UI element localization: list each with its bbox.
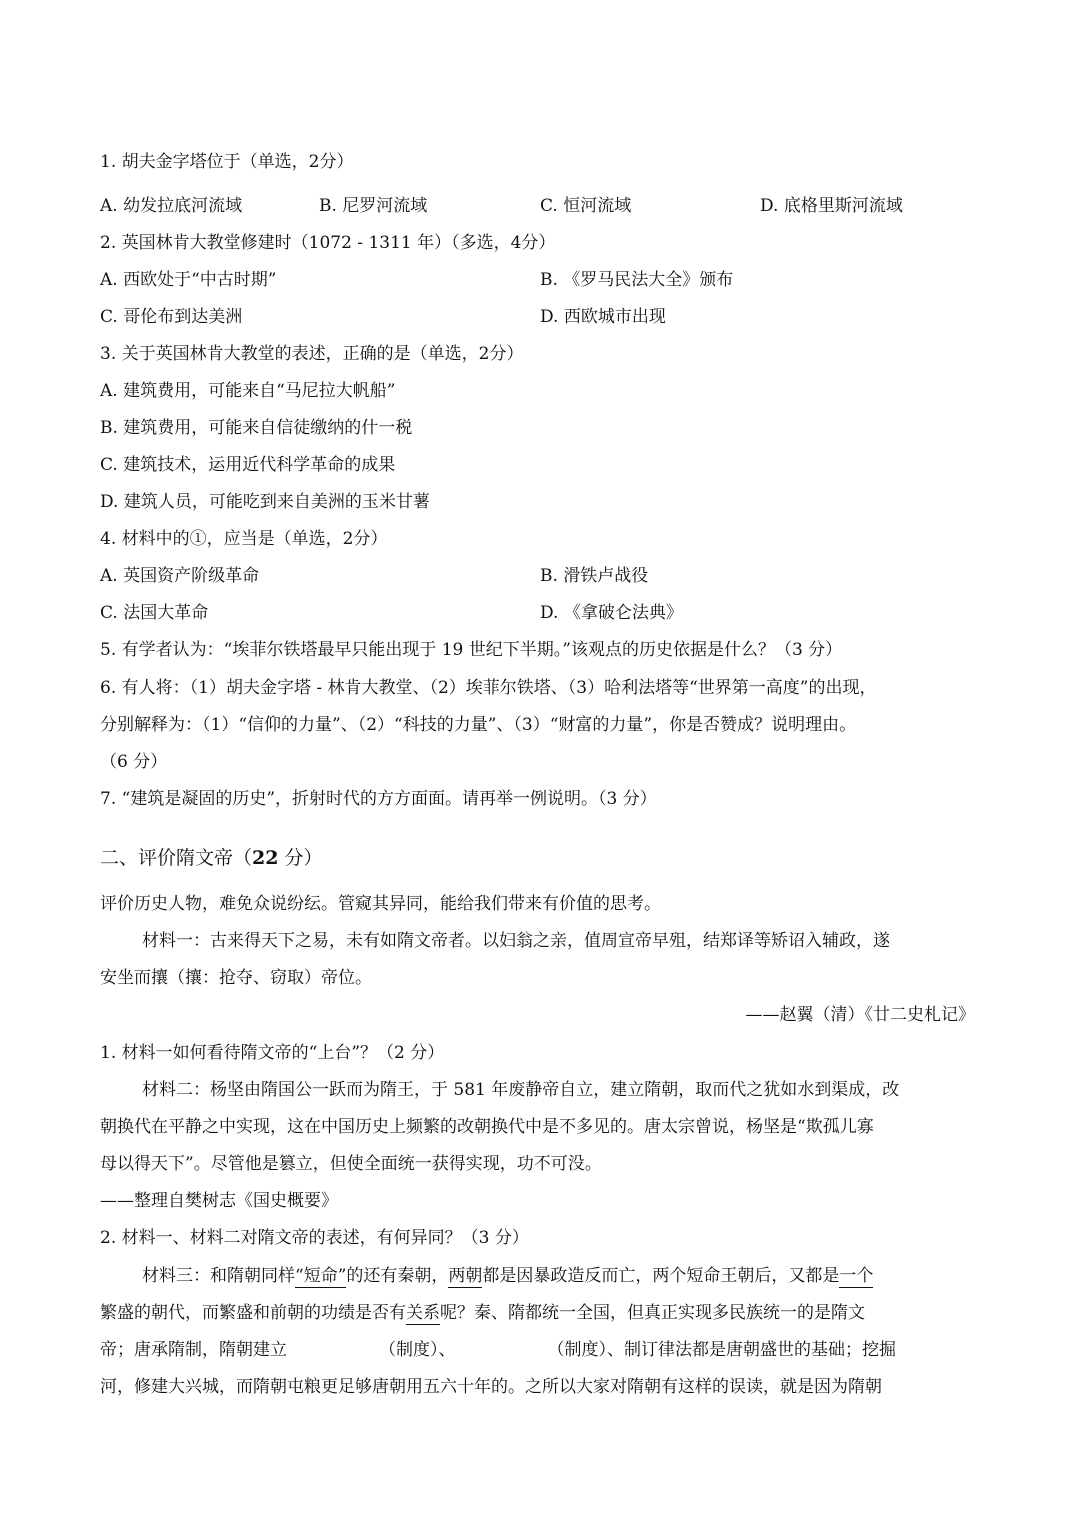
underlined-relation: 关系 <box>406 1303 440 1323</box>
material2-line-1: 材料二：杨坚由隋国公一跃而为隋王，于 581 年废静帝自立，建立隋朝，取而代之犹如水到渠成，改 <box>142 1080 900 1100</box>
material2-line-3: 母以得天下”。尽管他是篡立，但使全面统一获得实现，功不可没。 <box>100 1154 602 1174</box>
q4-option-a: A. 英国资产阶级革命 <box>100 566 260 586</box>
q3-option-b: B. 建筑费用，可能来自信徒缴纳的什一税 <box>100 418 413 438</box>
q1-options <box>100 194 985 218</box>
q2-option-d: D. 西欧城市出现 <box>540 307 666 327</box>
material1-line-2: 安坐而攘（攘：抢夺、窃取）帝位。 <box>100 968 372 988</box>
q4-options-row1 <box>100 564 985 588</box>
material2-source: ——整理自樊树志《国史概要》 <box>100 1191 338 1211</box>
q4-options-row2 <box>100 601 985 625</box>
material1-source: ——赵翼（清）《廿二史札记》 <box>745 1005 975 1025</box>
q4-stem: 4. 材料中的①，应当是（单选，2分） <box>100 529 388 549</box>
q7-stem: 7. “建筑是凝固的历史”，折射时代的方方面面。请再举一例说明。（3 分） <box>100 789 657 809</box>
q6-line-3: （6 分） <box>100 752 168 772</box>
q3-option-c: C. 建筑技术，运用近代科学革命的成果 <box>100 455 396 475</box>
section2-score: 22 <box>252 847 279 869</box>
q1-option-a: A. 幼发拉底河流域 <box>100 196 243 216</box>
q1-stem: 1. 胡夫金字塔位于（单选，2分） <box>100 152 354 172</box>
q2-options-row2 <box>100 305 985 329</box>
q2-option-b: B. 《罗马民法大全》颁布 <box>540 270 734 290</box>
q1-option-d: D. 底格里斯河流域 <box>760 196 903 216</box>
q4-option-c: C. 法国大革命 <box>100 603 209 623</box>
q5-stem: 5. 有学者认为：“埃菲尔铁塔最早只能出现于 19 世纪下半期。”该观点的历史依据是什么？（3 分） <box>100 640 843 660</box>
material3-line-1: 材料三：和隋朝同样“短命”的还有秦朝，两朝都是因暴政造反而亡，两个短命王朝后，又都是一个 <box>142 1266 874 1286</box>
q2-option-a: A. 西欧处于“中古时期” <box>100 270 277 290</box>
underlined-one: 一个 <box>839 1266 874 1286</box>
material3-line-3: 帝；唐承隋制，隋朝建立 （制度）、 （制度）、制订律法都是唐朝盛世的基础；挖掘 <box>100 1340 896 1360</box>
material2-line-2: 朝换代在平静之中实现，这在中国历史上频繁的改朝换代中是不多见的。唐太宗曾说，杨坚是“欺孤儿寡 <box>100 1117 874 1137</box>
q6-line-2: 分别解释为：（1）“信仰的力量”、（2）“科技的力量”、（3）“财富的力量”，你是否赞成？说明理由。 <box>100 715 857 735</box>
q3-option-a: A. 建筑费用，可能来自“马尼拉大帆船” <box>100 381 396 401</box>
q1-option-b: B. 尼罗河流域 <box>319 196 428 216</box>
q2-option-c: C. 哥伦布到达美洲 <box>100 307 243 327</box>
section2-heading: 二、评价隋文帝（22 分） <box>100 847 323 869</box>
underlined-two-dynasties: 两朝 <box>448 1266 483 1286</box>
q1-option-c: C. 恒河流域 <box>540 196 632 216</box>
material3-line-4: 河，修建大兴城，而隋朝屯粮更足够唐朝用五六十年的。之所以大家对隋朝有这样的误读，就是因为隋朝 <box>100 1377 882 1397</box>
q3-option-d: D. 建筑人员，可能吃到来自美洲的玉米甘薯 <box>100 492 430 512</box>
material3-line-2: 繁盛的朝代，而繁盛和前朝的功绩是否有关系呢？秦、隋都统一全国，但真正实现多民族统一的是隋文 <box>100 1303 865 1323</box>
section2-intro: 评价历史人物，难免众说纷纭。管窥其异同，能给我们带来有价值的思考。 <box>100 894 661 914</box>
q4-option-b: B. 滑铁卢战役 <box>540 566 649 586</box>
q6-line-1: 6. 有人将：（1）胡夫金字塔 - 林肯大教堂、（2）埃菲尔铁塔、（3）哈利法塔等“世界第一高度”的出现， <box>100 678 877 698</box>
s2-q2-stem: 2. 材料一、材料二对隋文帝的表述，有何异同？（3 分） <box>100 1228 529 1248</box>
q4-option-d: D. 《拿破仑法典》 <box>540 603 683 623</box>
s2-q1-stem: 1. 材料一如何看待隋文帝的“上台”？（2 分） <box>100 1043 445 1063</box>
q2-options-row1 <box>100 268 985 292</box>
q2-stem: 2. 英国林肯大教堂修建时（1072 - 1311 年）（多选，4分） <box>100 233 556 253</box>
underlined-short-lived: “短命” <box>295 1266 347 1286</box>
material1-line-1: 材料一：古来得天下之易，未有如隋文帝者。以妇翁之亲，值周宣帝早殂，结郑译等矫诏入辅政，遂 <box>142 931 890 951</box>
q3-stem: 3. 关于英国林肯大教堂的表述，正确的是（单选，2分） <box>100 344 524 364</box>
